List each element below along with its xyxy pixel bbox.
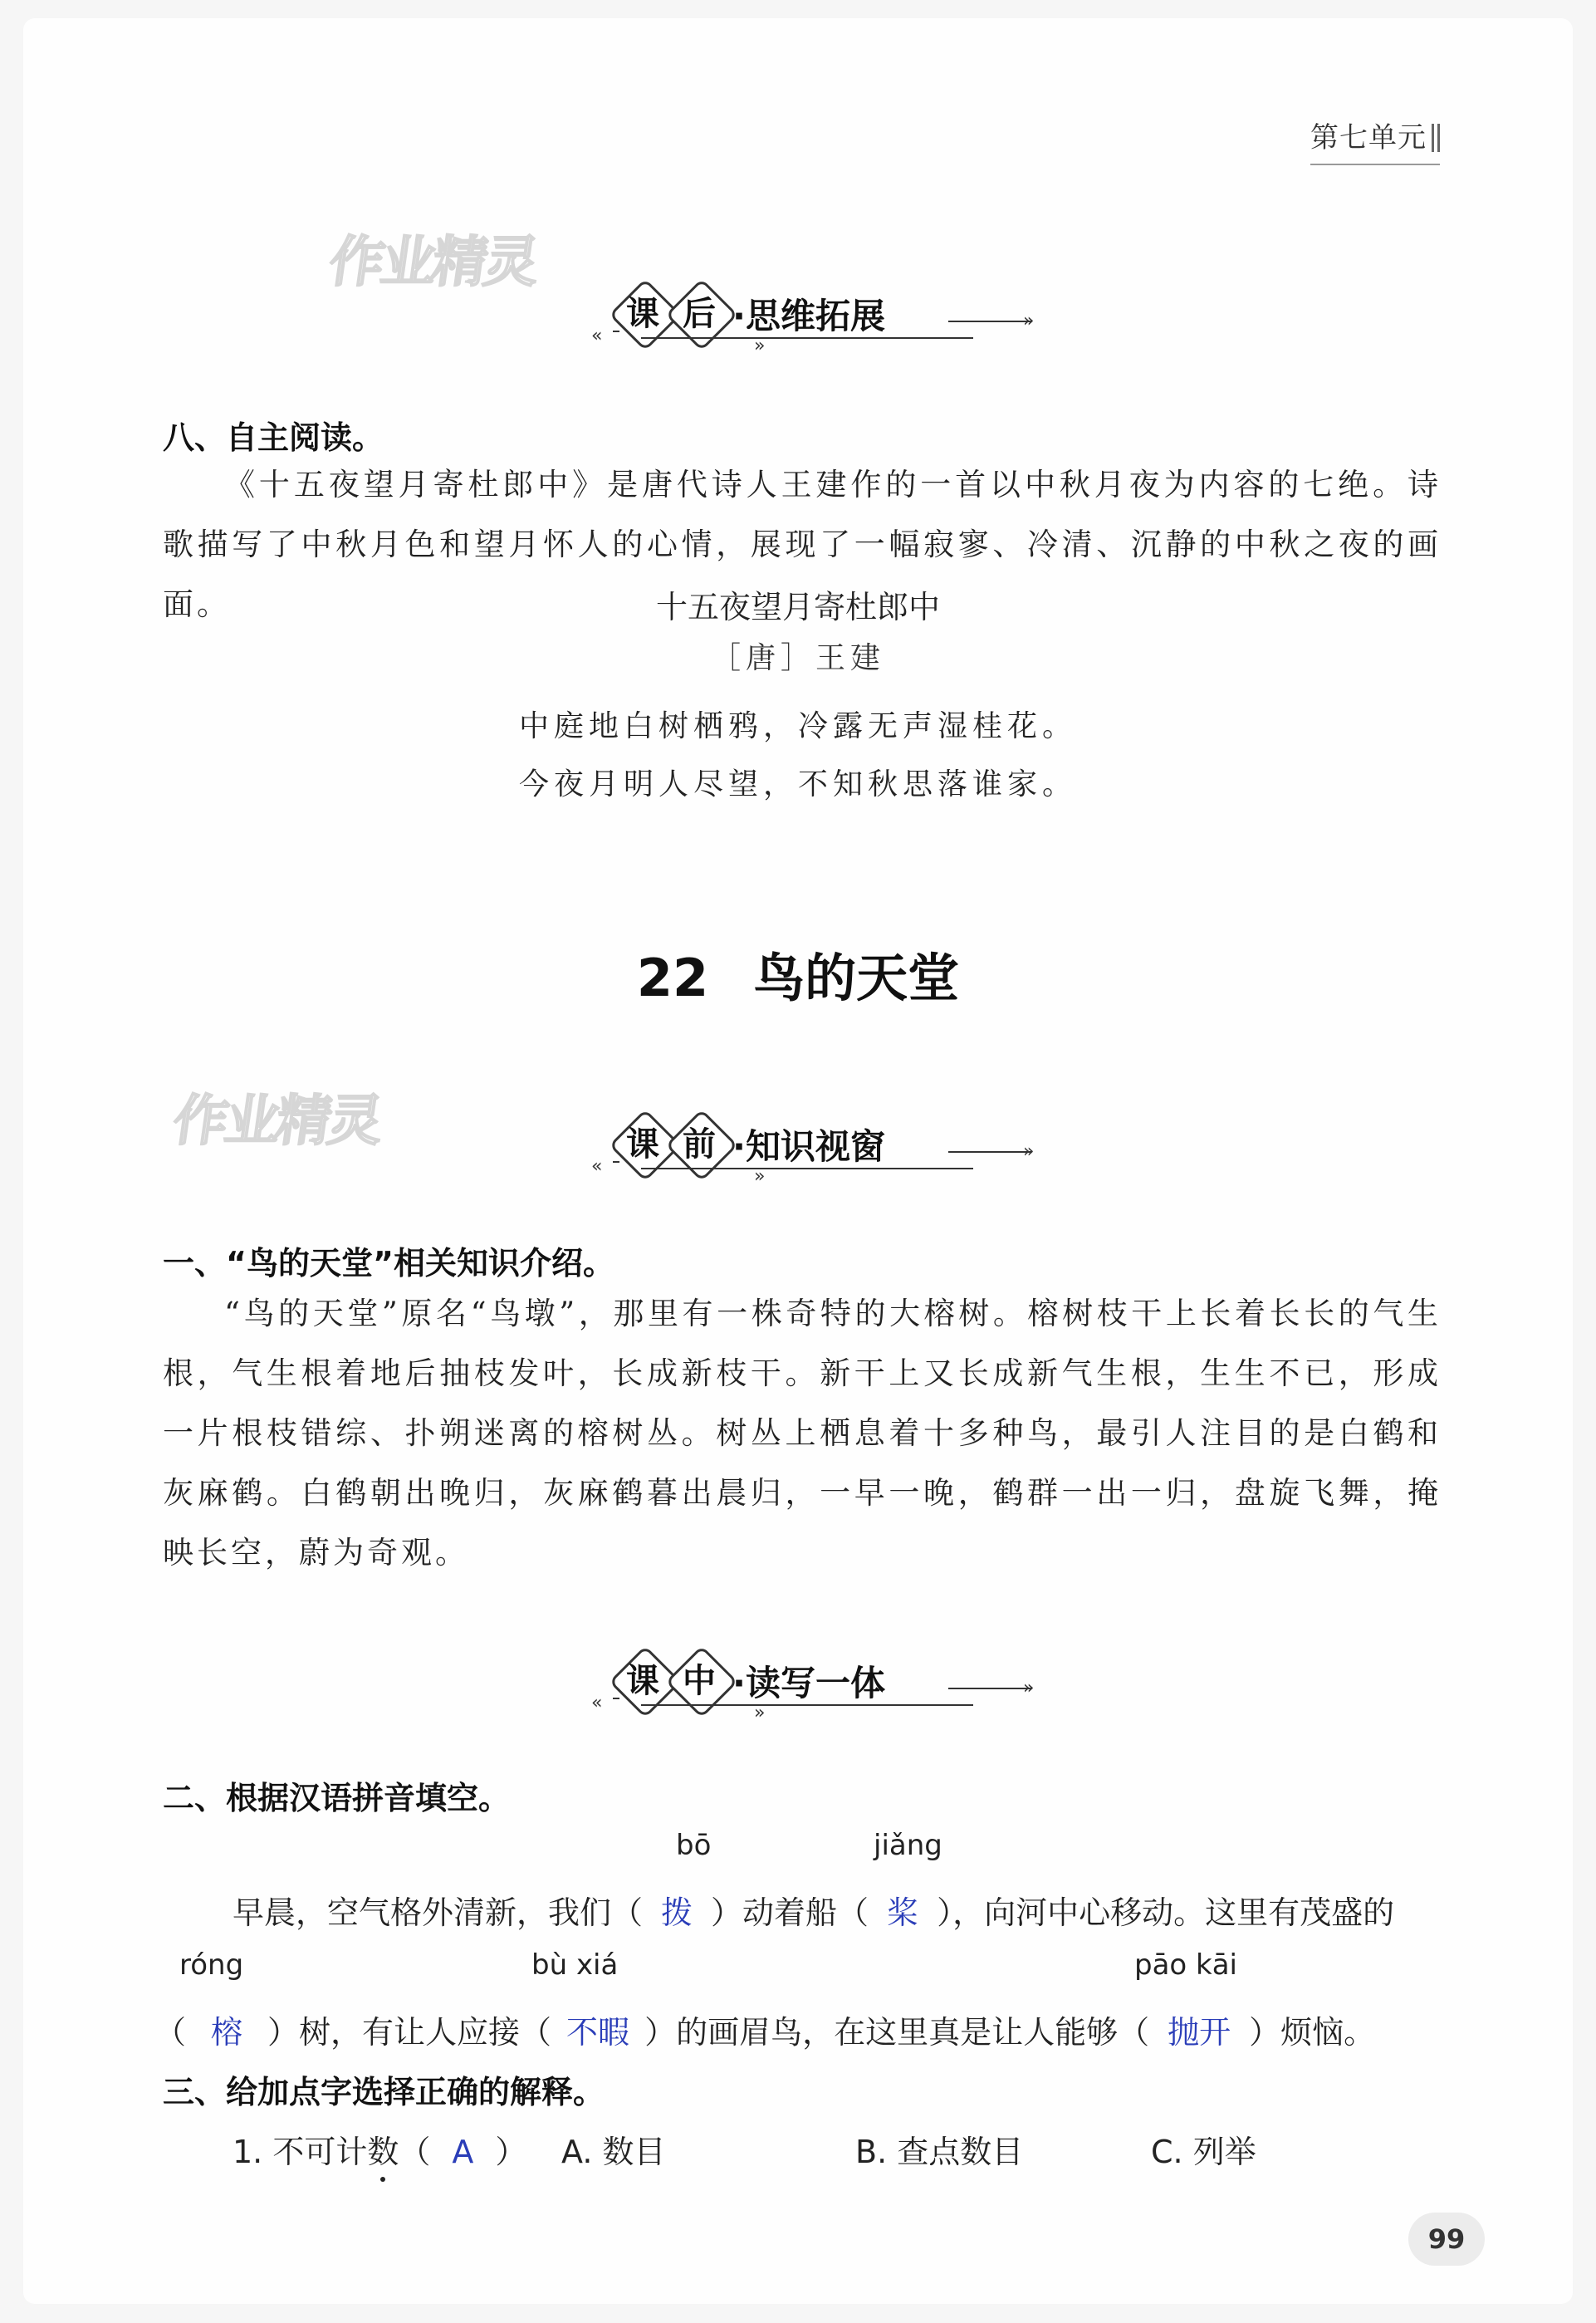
unit-label: 第七单元 <box>1310 115 1440 165</box>
option-a: A. 数目 <box>561 2134 666 2170</box>
watermark: 作业精灵 <box>169 1089 384 1153</box>
section-header-after-class: 课 后 ·思维拓展 « » » <box>608 281 1073 380</box>
pinyin-paokai: pāo kāi <box>1134 1948 1237 1982</box>
answer-q1: A <box>452 2134 474 2170</box>
reading-intro: 《十五夜望月寄杜郎中》是唐代诗人王建作的一首以中秋月夜为内容的七绝。诗歌描写了中秋月色和望月怀人的心情，展现了一幅寂寥、冷清、沉静的中秋之夜的画面。 <box>163 467 1442 622</box>
option-b: B. 查点数目 <box>855 2134 1024 2170</box>
poem-line: 今夜月明人尽望，不知秋思落谁家。 <box>518 767 1077 801</box>
pinyin-jiang: jiǎng <box>874 1829 942 1862</box>
dotted-character: 数 <box>367 2134 399 2170</box>
poem-line: 中庭地白树栖鸦，冷露无声湿桂花。 <box>518 709 1077 743</box>
pinyin-bo: bō <box>676 1829 712 1862</box>
answer-jiang: 桨 <box>887 1894 919 1931</box>
question-8-heading: 八、自主阅读。 <box>163 419 384 456</box>
question-3-heading: 三、给加点字选择正确的解释。 <box>163 2074 605 2110</box>
answer-paokai: 抛开 <box>1168 2014 1231 2051</box>
section-header-in-class: 课 中 ·读写一体 « » » <box>608 1648 1073 1747</box>
answer-bo: 拨 <box>661 1894 693 1931</box>
question-2-heading: 二、根据汉语拼音填空。 <box>163 1780 511 1816</box>
section-header-before-class: 课 前 ·知识视窗 « » » <box>608 1111 1073 1211</box>
pinyin-buxia: bù xiá <box>531 1948 619 1982</box>
knowledge-text: “鸟的天堂”原名“鸟墩”，那里有一株奇特的大榕树。榕树枝干上长着长长的气生根，气生根着地后抽枝发叶，长成新枝干。新干上又长成新气生根，生生不已，形成一片根枝错综、扑朔迷离的榕树丛。树丛上栖息着十多种鸟，最引人注目的是白鹤和灰麻鹤。白鹤朝出晚归，灰麻鹤暮出晨归，一早一晚，鹤群一出一归，盘旋飞舞，掩映长空，蔚为奇观。 <box>163 1296 1442 1571</box>
page-number: 99 <box>1408 2213 1485 2266</box>
pinyin-rong: róng <box>179 1948 244 1982</box>
fill-line-2: （ 榕 ）树，有让人应接（ 不暇 ）的画眉鸟，在这里真是让人能够（ 抛开 ）烦恼。 <box>154 2014 1376 2051</box>
question-1-heading: 一、“鸟的天堂”相关知识介绍。 <box>163 1245 614 1282</box>
option-c: C. 列举 <box>1151 2134 1256 2170</box>
choice-question-1: 1. 不可计数（ A ） <box>233 2134 527 2170</box>
chapter-title: 22 鸟的天堂 <box>636 948 960 1008</box>
answer-buxia: 不暇 <box>566 2014 630 2051</box>
poem-author: ［唐］王建 <box>710 641 885 675</box>
answer-rong: 榕 <box>211 2014 243 2051</box>
poem-title: 十五夜望月寄杜郎中 <box>655 589 940 625</box>
watermark: 作业精灵 <box>325 230 541 294</box>
fill-line-1: 早晨，空气格外清新，我们（ 拨 ）动着船（ 桨 ），向河中心移动。这里有茂盛的 <box>233 1894 1395 1931</box>
